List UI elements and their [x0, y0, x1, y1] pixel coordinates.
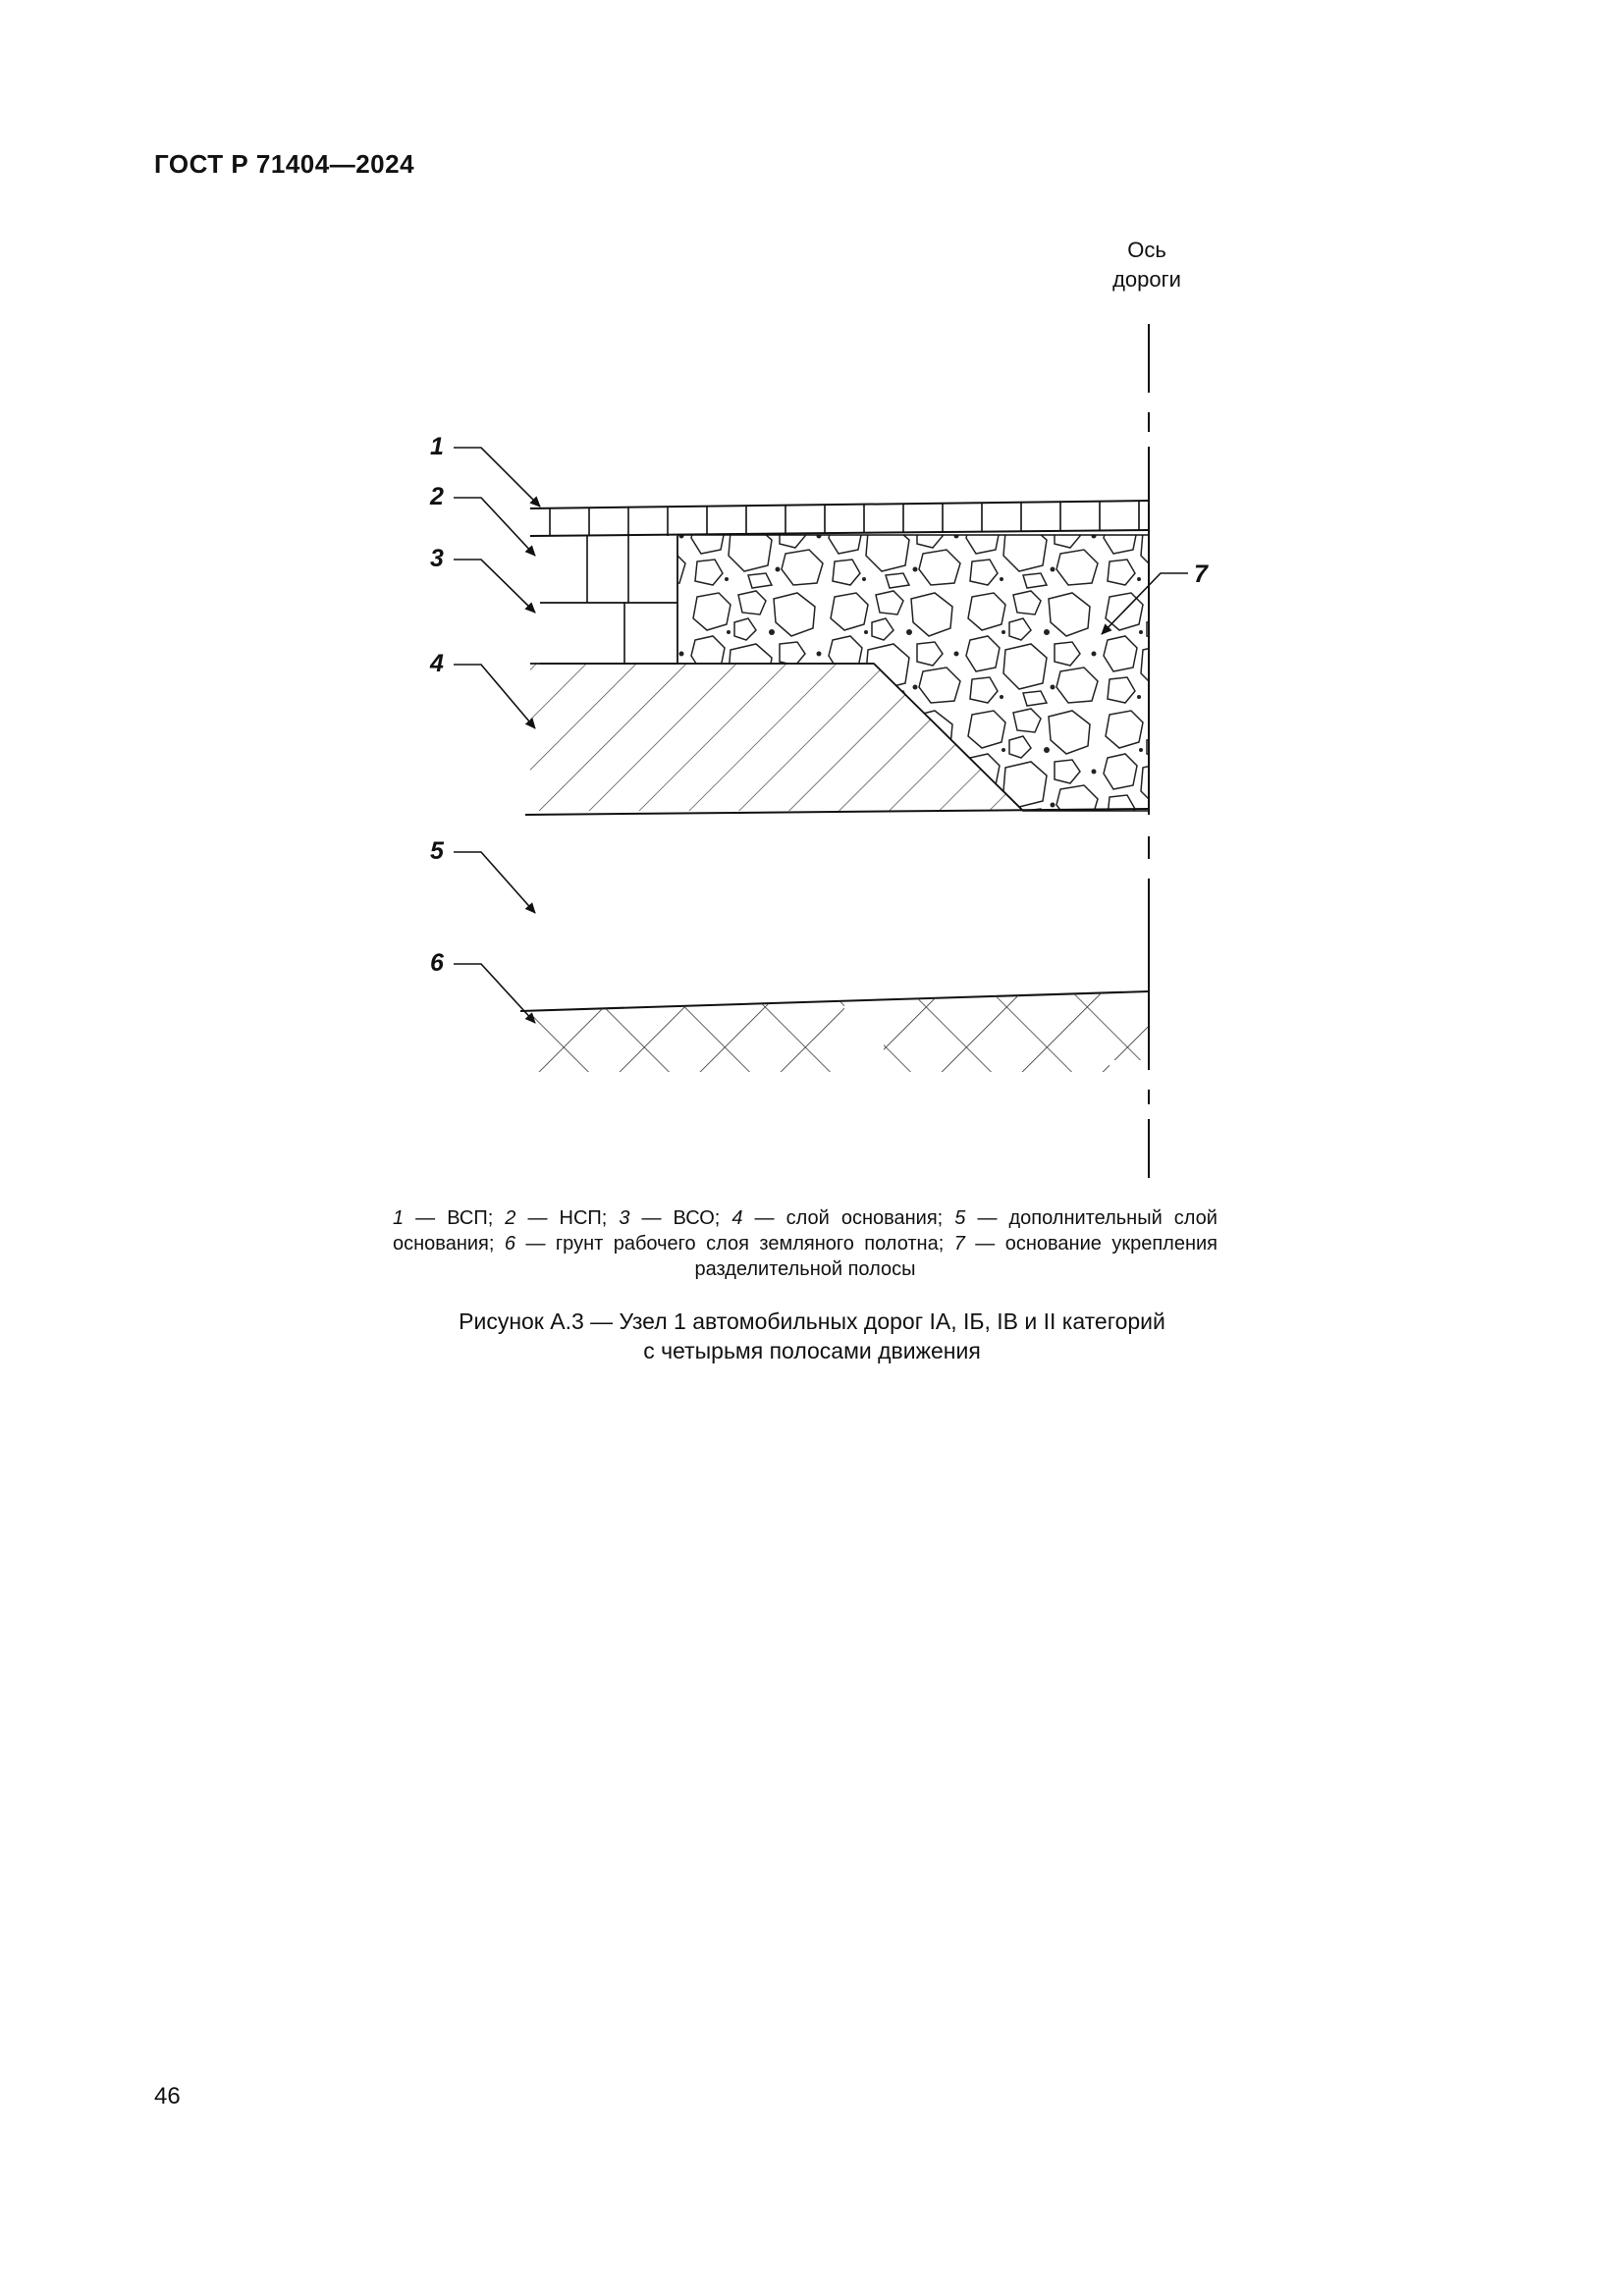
callout-4: 4: [430, 650, 444, 677]
legend-num-6: 6: [504, 1233, 515, 1255]
legend-num-4: 4: [731, 1207, 743, 1229]
layer-6-subgrade-hatch-left: [530, 1001, 844, 1072]
legend-text-7: — основание укрепления разделительной полосы: [694, 1233, 1218, 1280]
axis-label-line2: дороги: [1112, 267, 1181, 292]
axis-label-line1: Ось: [1127, 238, 1166, 262]
legend-num-7: 7: [953, 1233, 965, 1255]
callout-5: 5: [430, 837, 444, 865]
leader-4: [454, 665, 535, 728]
document-header: ГОСТ Р 71404—2024: [154, 149, 415, 179]
callout-1: 1: [430, 433, 444, 460]
figure-legend: [393, 1205, 1218, 1282]
legend-text-6: — грунт рабочего слоя земляного полотна;: [515, 1233, 954, 1255]
caption-line-1: Рисунок А.3 — Узел 1 автомобильных дорог IА, IБ, IВ и II категорий: [459, 1308, 1165, 1334]
legend-text-5: — дополнительный слой основания;: [393, 1207, 1218, 1255]
leader-3: [454, 560, 535, 613]
legend-text-4: — слой основания;: [742, 1207, 955, 1229]
callout-2: 2: [430, 483, 444, 510]
legend-num-3: 3: [619, 1207, 630, 1229]
legend-num-5: 5: [954, 1207, 966, 1229]
legend-num-2: 2: [505, 1207, 516, 1229]
figure-caption: [295, 1307, 1329, 1365]
layer-1-surface: [530, 501, 1149, 536]
caption-line-2: с четырьмя полосами движения: [643, 1338, 981, 1363]
leader-2: [454, 498, 535, 556]
legend-text-3: — ВСО;: [629, 1207, 732, 1229]
callout-6: 6: [430, 949, 444, 977]
callout-3: 3: [430, 545, 444, 572]
leader-6: [454, 964, 535, 1023]
legend-text-1: — ВСП;: [404, 1207, 506, 1229]
leader-5: [454, 852, 535, 913]
layers-2-3-blocks: [540, 536, 677, 664]
layer-6-subgrade-hatch-right: [884, 991, 1149, 1072]
legend-text-2: — НСП;: [515, 1207, 620, 1229]
legend-num-1: 1: [393, 1207, 405, 1229]
page-number: 46: [154, 2083, 181, 2109]
callout-7: 7: [1194, 561, 1208, 588]
